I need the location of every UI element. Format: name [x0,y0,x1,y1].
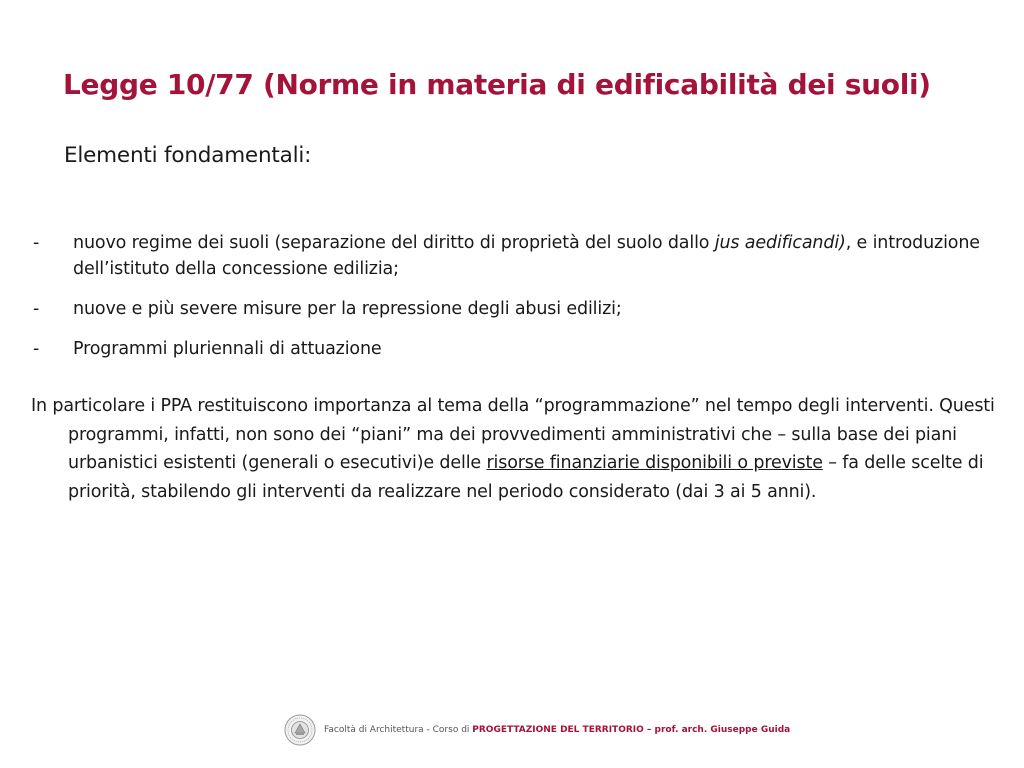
bullet-dash: - [33,299,40,319]
bullet-italic-term: jus aedificandi) [714,233,846,253]
footer-faculty: Facoltà di Architettura [324,725,424,735]
bullet-item [33,296,993,322]
paragraph-text: – fa delle scelte di priorità, stabilendo gli interventi da realizzare nel periodo considerato (dai 3 ai 5 anni). [68,453,984,502]
body-paragraph [31,392,1024,506]
bullet-text: , e introduzione dell’istituto della concessione edilizia; [73,233,980,279]
slide-footer [284,713,790,747]
slide-subtitle: Elementi fondamentali: [64,143,312,168]
bullet-list [33,230,993,376]
bullet-dash: - [33,339,40,359]
bullet-dash: - [33,233,40,253]
footer-course: PROGETTAZIONE DEL TERRITORIO – prof. arch. Giuseppe Guida [472,725,791,735]
bullet-text: nuove e più severe misure per la repressione degli abusi edilizi; [73,299,622,319]
bullet-item [33,336,993,362]
paragraph-underlined-text: risorse finanziarie disponibili o previste [486,453,823,473]
footer-text [324,725,790,735]
footer-separator: - [423,725,433,735]
bullet-item [33,230,993,282]
bullet-text: Programmi pluriennali di attuazione [73,339,382,359]
slide-title: Legge 10/77 (Norme in materia di edificabilità dei suoli) [63,68,931,101]
bullet-text: nuovo regime dei suoli (separazione del diritto di proprietà del suolo dallo [73,233,715,253]
footer-course-prefix: Corso di [432,725,473,735]
paragraph-text: In particolare i PPA restituiscono importanza al tema della “programmazione” nel tempo degli interventi. Questi programmi, infatti, non sono dei “piani” ma dei provvedimenti amministrativi che – sulla base dei piani urbanistici esistenti (generali o esecutivi)e delle [31,396,995,473]
university-seal-icon [284,714,316,746]
